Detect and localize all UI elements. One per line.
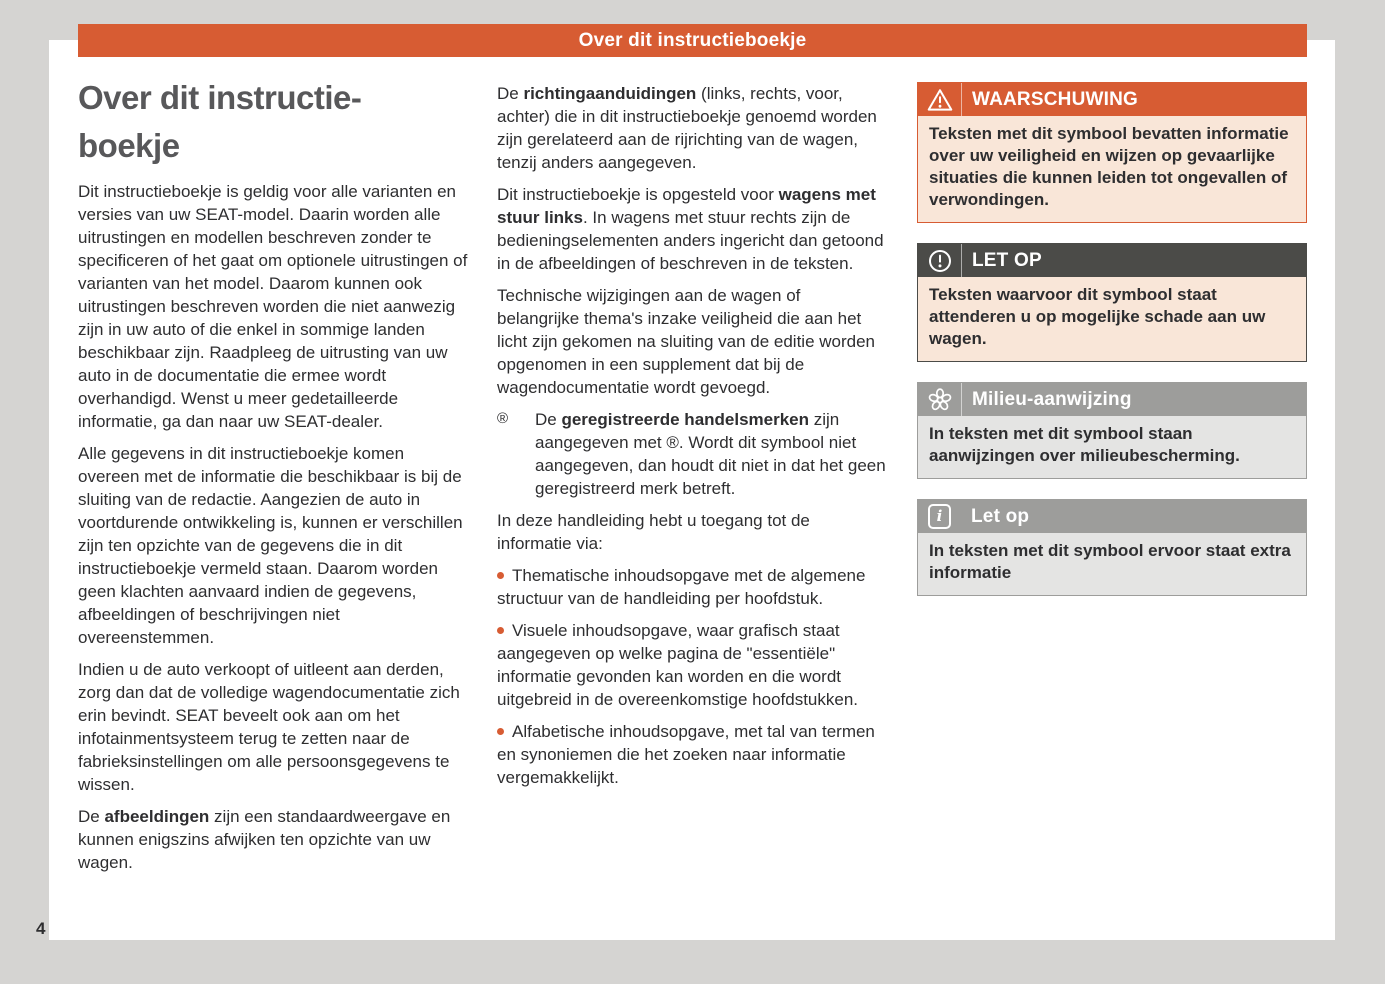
environment-notice-box [917, 382, 1307, 479]
paragraph: Dit instructieboekje is geldig voor alle varianten en versies van uw SEAT-model. Daarin worden alle uitrustingen en modellen beschreven zonder te specificeren of het gaat om optionele uitrustingen of varianten van het model. Daarom kunnen ook uitrustingen beschreven worden die niet aanwezig zijn in uw auto of die enkel in sommige landen beschikbaar zijn. Raadpleeg de uitrusting van uw auto in de documentatie die ermee wordt overhandigd. Wenst u meer gedetailleerde informatie, ga dan naar uw SEAT-dealer. [78, 182, 468, 431]
warning-notice-box [917, 82, 1307, 223]
caution-notice-box [917, 243, 1307, 362]
trademark-list-item [497, 408, 887, 500]
bullet-icon [497, 728, 504, 735]
page-number: 4 [36, 919, 46, 938]
warning-triangle-icon [918, 83, 962, 116]
left-column [78, 74, 468, 883]
info-notice-box [917, 499, 1307, 596]
bullet-item: Alfabetische inhoudsopgave, met tal van termen en synoniemen die het zoeken naar informatie vergemakkelijkt. [497, 722, 875, 787]
middle-column [497, 82, 887, 798]
info-icon: i [918, 500, 961, 533]
paragraph: Technische wijzigingen aan de wagen of belangrijke thema's inzake veiligheid die aan het licht zijn gekomen na sluiting van de editie worden opgenomen in een supplement dat bij de wagendocumentatie wordt gevoegd. [497, 286, 876, 397]
bullet-item: Thematische inhoudsopgave met de algemene structuur van de handleiding per hoofdstuk. [497, 566, 866, 608]
registered-trademark-icon: ® [497, 410, 509, 427]
bullet-icon [497, 572, 504, 579]
notice-box-title: WAARSCHUWING [972, 89, 1138, 110]
paragraph: De afbeeldingen zijn een standaardweergave en kunnen enigszins afwijken ten opzichte van uw wagen. [78, 807, 451, 872]
notice-box-text: In teksten met dit symbool staan aanwijzingen over milieubescherming. [918, 416, 1306, 478]
paragraph: In deze handleiding hebt u toegang tot de informatie via: [497, 511, 810, 553]
notice-box-title: Let op [971, 506, 1030, 527]
paragraph: Alle gegevens in dit instructieboekje komen overeen met de informatie die beschikbaar is bij de sluiting van de redactie. Aangezien de auto in voortdurende ontwikkeling is, kunnen er verschillen zijn ten opzichte van de gegevens die in dit instructieboekje vermeld staan. Daarom worden geen klachten aanvaard indien de gegevens, afbeeldingen of beschrijvingen niet overeenstemmen. [78, 444, 463, 647]
page-title: Over dit instructie- boekje [78, 79, 362, 164]
paragraph: De geregistreerde handelsmerken zijn aangegeven met ®. Wordt dit symbool niet aangegeven, dan houdt dit niet in dat het geen geregistreerd merk betreft. [535, 410, 886, 498]
notice-box-title: Milieu-aanwijzing [972, 389, 1132, 410]
paragraph: De richtingaanduidingen (links, rechts, voor, achter) die in dit instructieboekje genoemd worden zijn gerelateerd aan de rijrichting van de wagen, tenzij anders aangegeven. [497, 84, 877, 172]
notice-box-title: LET OP [972, 250, 1042, 271]
paragraph: Indien u de auto verkoopt of uitleent aan derden, zorg dan dat de volledige wagendocumentatie zich erin bevindt. SEAT beveelt ook aan om het infotainmentsysteem terug te zetten naar de fabrieksinstellingen om alle persoonsgegevens te wissen. [78, 660, 460, 794]
flower-icon [918, 383, 962, 416]
notice-boxes-column [917, 82, 1307, 596]
bullet-icon [497, 627, 504, 634]
bullet-item: Visuele inhoudsopgave, waar grafisch staat aangegeven op welke pagina de "essentiële" informatie gevonden kan worden en die wordt uitgebreid in de overeenkomstige hoofdstukken. [497, 621, 859, 709]
notice-box-text: Teksten waarvoor dit symbool staat attenderen u op mogelijke schade aan uw wagen. [918, 277, 1306, 361]
exclamation-circle-icon [918, 244, 962, 277]
page-header-title: Over dit instructieboekje [578, 29, 807, 51]
notice-box-text: Teksten met dit symbool bevatten informatie over uw veiligheid en wijzen op gevaarlijke situaties die kunnen leiden tot ongevallen of verwondingen. [918, 116, 1306, 222]
notice-box-text: In teksten met dit symbool ervoor staat extra informatie [918, 533, 1306, 595]
paragraph: Dit instructieboekje is opgesteld voor wagens met stuur links. In wagens met stuur rechts zijn de bedieningselementen anders ingericht dan getoond in de afbeeldingen of beschreven in de teksten. [497, 185, 884, 273]
page-header-bar [78, 24, 1307, 57]
